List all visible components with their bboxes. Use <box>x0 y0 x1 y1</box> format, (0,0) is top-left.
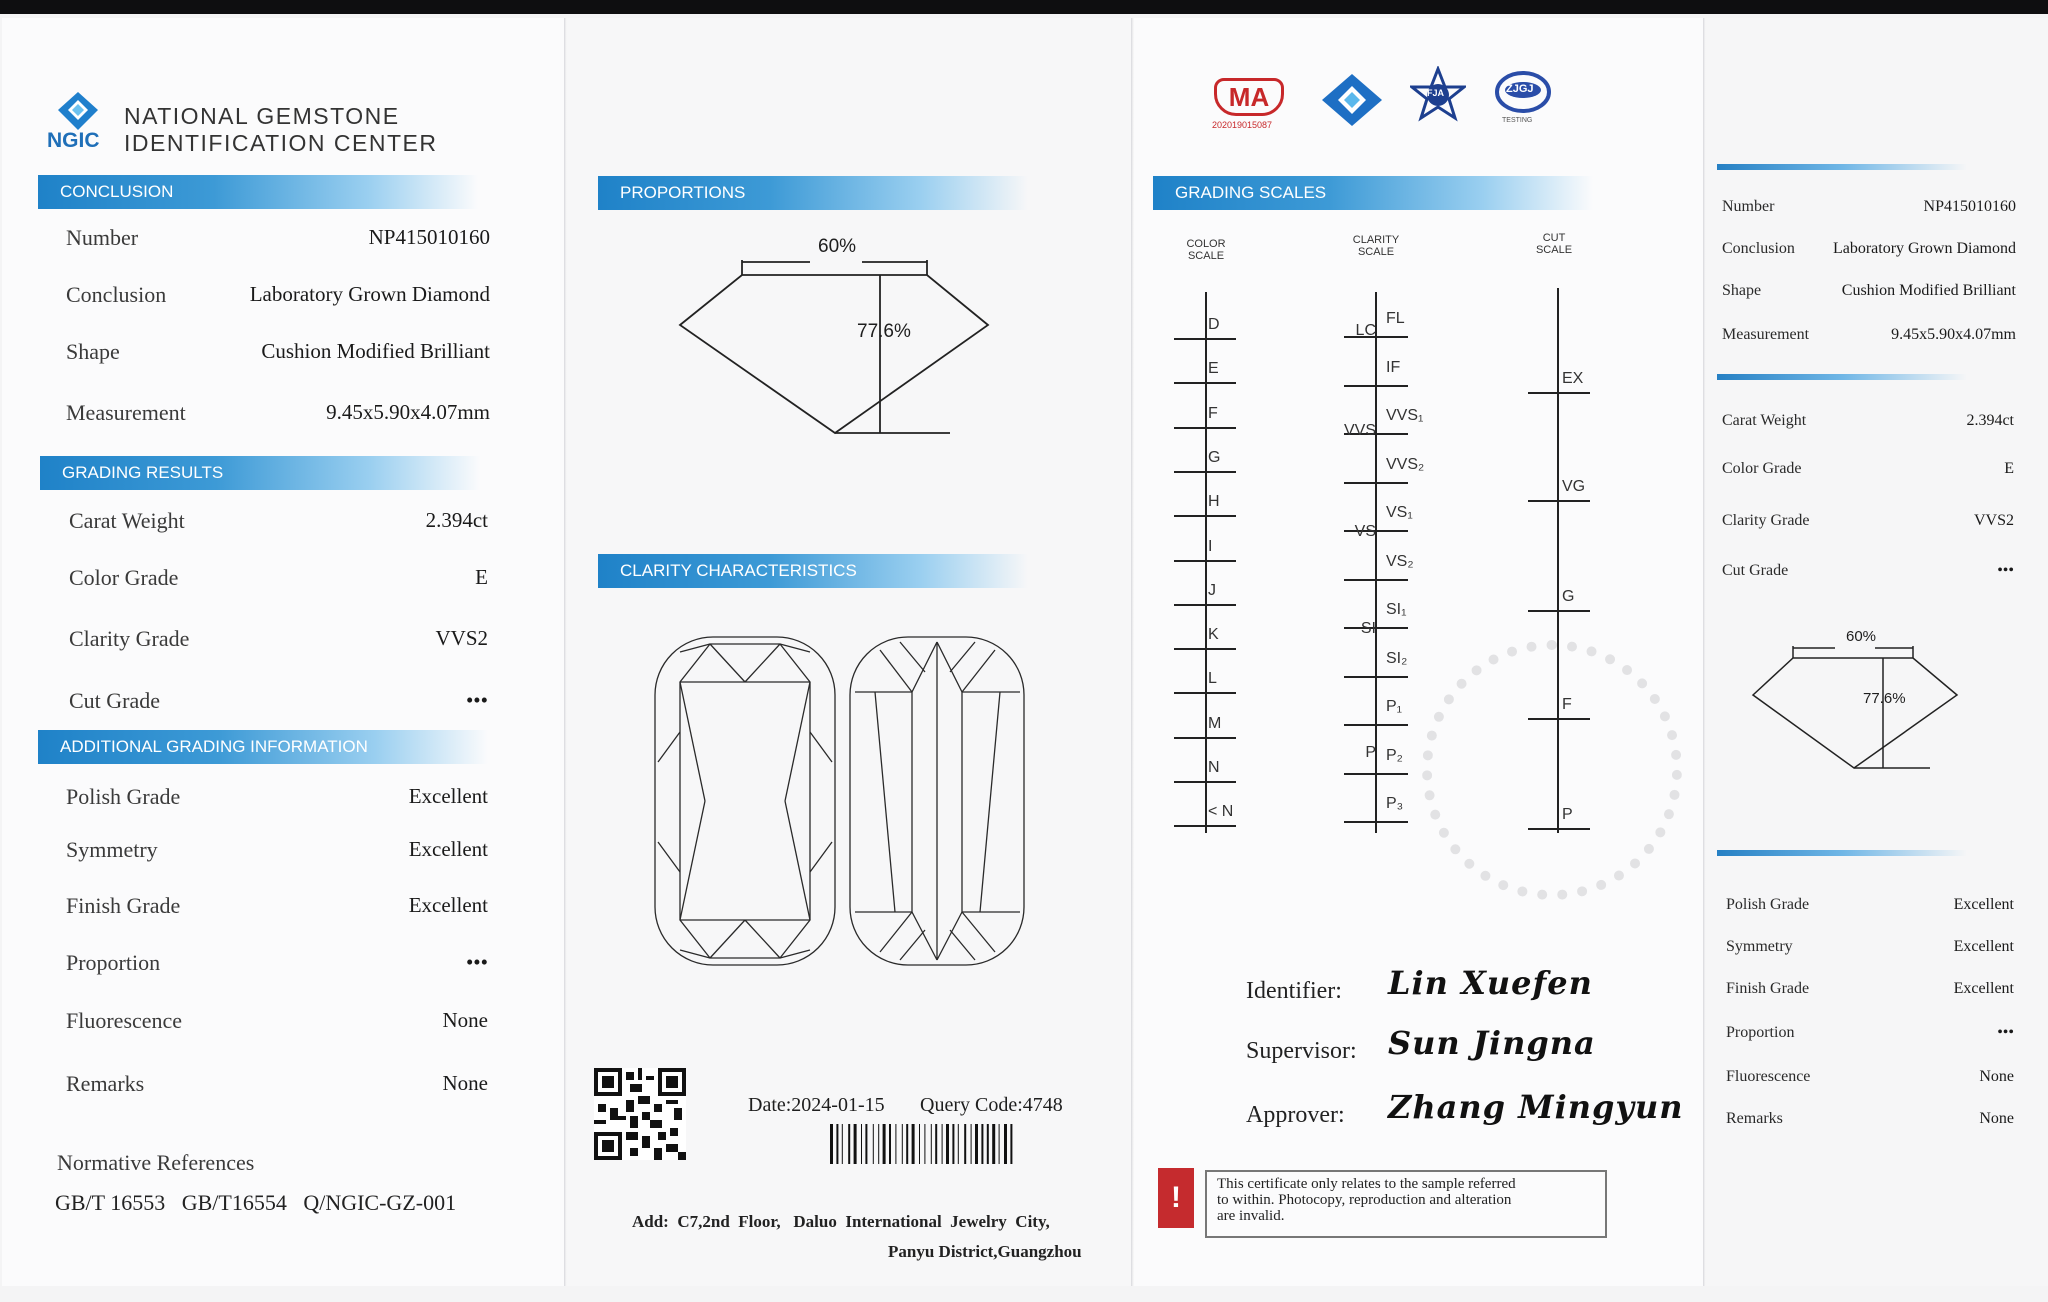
row-label: Shape <box>1722 282 1762 299</box>
color-grade-label: F <box>1208 404 1218 422</box>
zjgj-label: ZJGJ <box>1506 83 1534 95</box>
clarity-grade-label: IF <box>1386 358 1401 376</box>
color-tick <box>1174 338 1236 340</box>
row-value: Laboratory Grown Diamond <box>1832 240 2016 257</box>
summary-proportions-diagram <box>1745 640 1965 775</box>
barcode-bar <box>848 1124 850 1164</box>
barcode-bar <box>987 1124 989 1164</box>
barcode-bar <box>1004 1124 1007 1164</box>
signature-role: Supervisor: <box>1246 1038 1357 1064</box>
barcode-bar <box>878 1124 879 1164</box>
color-tick <box>1174 471 1236 473</box>
row-value: NP415010160 <box>368 225 490 249</box>
clarity-grade-label: SI₁ <box>1386 601 1407 618</box>
clarity-group-label: VVS <box>1343 422 1376 439</box>
cma-number: 202019015087 <box>1212 120 1273 130</box>
clarity-grade-label: FL <box>1386 310 1405 327</box>
disclaimer-box <box>1205 1170 1607 1238</box>
row-value: Laboratory Grown Diamond <box>249 282 490 306</box>
clarity-grade-label: SI₂ <box>1386 649 1408 667</box>
fold-line <box>564 18 567 1286</box>
row-value: None <box>1979 1068 2014 1085</box>
barcode-bar <box>842 1124 843 1164</box>
row-label: Conclusion <box>66 282 167 307</box>
row-value: 2.394ct <box>425 508 488 532</box>
clarity-group-label: VS <box>1354 523 1376 540</box>
row-label: Color Grade <box>69 565 179 590</box>
row-value: ••• <box>465 688 488 712</box>
clarity-group-label: P <box>1365 744 1376 761</box>
signature-name: Sun Jingna <box>1388 1024 1596 1062</box>
barcode-bar <box>883 1124 886 1164</box>
summary-divider <box>1717 164 1967 170</box>
barcode-bar <box>964 1124 966 1164</box>
barcode-bar <box>935 1124 937 1164</box>
color-tick <box>1174 427 1236 429</box>
row-value: E <box>475 565 488 589</box>
additional-info-header: ADDITIONAL GRADING INFORMATION <box>38 730 488 764</box>
disclaimer-line2: to within. Photocopy, reproduction and alteration <box>1217 1192 1512 1208</box>
clarity-tick <box>1344 385 1408 387</box>
signature-role: Approver: <box>1246 1102 1345 1128</box>
proportions-header: PROPORTIONS <box>598 176 1028 210</box>
grading-results-header: GRADING RESULTS <box>40 456 480 490</box>
row-label: Cut Grade <box>1722 562 1789 579</box>
color-grade-label: H <box>1208 493 1220 511</box>
barcode-bar <box>924 1124 925 1164</box>
color-grade-label: N <box>1208 759 1220 776</box>
clarity-group-label: SI <box>1360 620 1376 637</box>
grading-scales-header: GRADING SCALES <box>1153 176 1593 210</box>
clarity-grade-label: VS₁ <box>1386 504 1413 521</box>
row-value: Excellent <box>408 837 488 861</box>
row-value: ••• <box>1997 562 2014 579</box>
color-scale-title: COLOR SCALE <box>1186 238 1226 262</box>
color-tick <box>1174 604 1236 606</box>
color-tick <box>1174 825 1236 827</box>
row-value: Excellent <box>408 784 488 808</box>
testing-label: TESTING <box>1502 117 1533 124</box>
row-value: 2.394ct <box>1966 412 2014 429</box>
row-label: Remarks <box>66 1071 145 1096</box>
barcode-bar <box>854 1124 857 1164</box>
color-tick <box>1174 692 1236 694</box>
barcode-bar <box>992 1124 995 1164</box>
ngic-logo-icon <box>52 90 104 132</box>
color-tick <box>1174 781 1236 783</box>
color-tick <box>1174 560 1236 562</box>
clarity-scale-title: CLARITY SCALE <box>1352 234 1400 258</box>
references-list: GB/T 16553 GB/T16554 Q/NGIC-GZ-001 <box>55 1190 457 1215</box>
row-value: ••• <box>1997 1024 2014 1041</box>
barcode-bar <box>836 1124 838 1164</box>
cut-grade-label: EX <box>1562 370 1584 387</box>
row-value: 9.45x5.90x4.07mm <box>326 400 490 424</box>
cut-tick <box>1528 500 1590 502</box>
barcode-bar <box>981 1124 983 1164</box>
row-label: Number <box>1722 198 1775 215</box>
clarity-grade-label: P₁ <box>1386 698 1403 715</box>
summary-divider <box>1717 850 1967 856</box>
cut-scale-title: CUT SCALE <box>1535 232 1573 256</box>
row-value: Cushion Modified Brilliant <box>1841 282 2016 299</box>
address-line2: Panyu District,Guangzhou <box>888 1242 1082 1261</box>
row-label: Carat Weight <box>69 508 185 533</box>
row-label: Proportion <box>66 950 161 975</box>
row-value: None <box>1979 1110 2014 1127</box>
row-label: Carat Weight <box>1722 412 1807 429</box>
row-label: Finish Grade <box>66 893 181 918</box>
clarity-grade-label: VVS₂ <box>1386 455 1425 473</box>
barcode-bar <box>830 1124 833 1164</box>
row-label: Measurement <box>1722 326 1810 343</box>
color-tick <box>1174 382 1236 384</box>
row-value: VVS2 <box>435 626 488 650</box>
row-label: Symmetry <box>1726 938 1793 955</box>
row-label: Fluorescence <box>1726 1068 1811 1085</box>
barcode-bar <box>906 1124 908 1164</box>
row-label: Clarity Grade <box>69 626 190 651</box>
row-value: ••• <box>465 950 488 974</box>
summary-table-pct: 60% <box>1846 628 1877 645</box>
row-value: NP415010160 <box>1923 198 2016 215</box>
color-grade-label: L <box>1208 670 1217 688</box>
barcode-bar <box>931 1124 932 1164</box>
org-name-line2: IDENTIFICATION CENTER <box>124 130 438 156</box>
color-grade-label: I <box>1208 537 1213 555</box>
row-label: Proportion <box>1726 1024 1795 1041</box>
ngic-mark-icon <box>1318 72 1386 128</box>
row-value: Excellent <box>1953 980 2014 997</box>
signature-name: Zhang Mingyun <box>1388 1088 1684 1126</box>
clarity-characteristics-header: CLARITY CHARACTERISTICS <box>598 554 1028 588</box>
proportion-table-pct: 60% <box>818 236 857 257</box>
conclusion-header: CONCLUSION <box>38 175 478 209</box>
row-label: Polish Grade <box>1726 896 1810 913</box>
qr-code[interactable] <box>594 1068 686 1160</box>
cut-grade-label: P <box>1562 806 1573 823</box>
color-grade-label: J <box>1208 581 1216 599</box>
color-tick <box>1174 515 1236 517</box>
barcode-bar <box>942 1124 943 1164</box>
cut-grade-label: F <box>1562 696 1572 713</box>
row-value: VVS2 <box>1973 512 2014 529</box>
proportions-diagram <box>670 240 1000 440</box>
row-value: Excellent <box>1953 896 2014 913</box>
row-value: Excellent <box>408 893 488 917</box>
clarity-grade-label: P₃ <box>1386 795 1404 812</box>
clarity-tick <box>1344 579 1408 581</box>
summary-divider <box>1717 374 1967 380</box>
clarity-group-label: LC <box>1355 322 1376 339</box>
row-label: Measurement <box>66 400 186 425</box>
color-grade-label: D <box>1208 316 1220 333</box>
color-tick <box>1174 648 1236 650</box>
barcode-bar <box>971 1124 972 1164</box>
barcode <box>830 1124 1068 1166</box>
row-label: Finish Grade <box>1726 980 1810 997</box>
barcode-bar <box>1010 1124 1012 1164</box>
clarity-tick <box>1344 773 1408 775</box>
color-grade-label: M <box>1208 714 1222 732</box>
row-value: None <box>442 1071 488 1095</box>
org-name-line1: NATIONAL GEMSTONE <box>124 103 400 129</box>
barcode-bar <box>861 1124 862 1164</box>
row-label: Symmetry <box>66 837 158 862</box>
clarity-grade-label: VVS₁ <box>1386 407 1424 424</box>
barcode-bar <box>902 1124 903 1164</box>
references-title: Normative References <box>57 1150 255 1175</box>
row-value: E <box>2004 460 2014 477</box>
row-value: None <box>442 1008 488 1032</box>
disclaimer-line3: are invalid. <box>1217 1208 1285 1224</box>
color-grade-label: < N <box>1208 803 1234 821</box>
signature-role: Identifier: <box>1246 978 1342 1004</box>
row-value: Excellent <box>1953 938 2014 955</box>
fold-line <box>1131 18 1134 1286</box>
proportion-depth-pct: 77.6% <box>857 321 911 342</box>
row-value: Cushion Modified Brilliant <box>261 339 490 363</box>
barcode-bar <box>946 1124 949 1164</box>
row-label: Conclusion <box>1722 240 1795 257</box>
address-line1: Add: C7,2nd Floor, Daluo International Jewelry City, <box>632 1212 1050 1231</box>
clarity-tick <box>1344 821 1408 823</box>
cut-tick <box>1528 392 1590 394</box>
barcode-bar <box>865 1124 867 1164</box>
barcode-bar <box>873 1124 874 1164</box>
row-value: 9.45x5.90x4.07mm <box>1891 326 2016 343</box>
clarity-tick <box>1344 724 1408 726</box>
summary-depth-pct: 77.6% <box>1863 690 1906 707</box>
clarity-tick <box>1344 676 1408 678</box>
signature-name: Lin Xuefen <box>1388 964 1593 1002</box>
row-label: Number <box>66 225 139 250</box>
row-label: Cut Grade <box>69 688 161 713</box>
cut-tick <box>1528 610 1590 612</box>
seal-stamp <box>1422 640 1682 900</box>
color-grade-label: E <box>1208 360 1219 378</box>
clarity-plot-diagram <box>650 632 1030 972</box>
color-grade-label: G <box>1208 448 1221 466</box>
cma-logo-icon: MA <box>1214 78 1284 116</box>
row-label: Fluorescence <box>66 1008 183 1033</box>
color-tick <box>1174 737 1236 739</box>
clarity-grade-label: P₂ <box>1386 746 1403 764</box>
cut-grade-label: G <box>1562 588 1575 605</box>
row-label: Shape <box>66 339 120 364</box>
ngic-abbr: NGIC <box>47 129 100 152</box>
row-label: Color Grade <box>1722 460 1802 477</box>
clarity-tick <box>1344 482 1408 484</box>
barcode-bar <box>895 1124 896 1164</box>
cut-grade-label: VG <box>1562 478 1586 495</box>
barcode-bar <box>958 1124 959 1164</box>
barcode-bar <box>912 1124 915 1164</box>
fja-label: FJA <box>1427 88 1445 98</box>
query-code: Query Code:4748 <box>920 1094 1063 1116</box>
barcode-bar <box>952 1124 954 1164</box>
row-label: Remarks <box>1726 1110 1783 1127</box>
disclaimer-line1: This certificate only relates to the sample referred <box>1217 1176 1516 1192</box>
row-label: Clarity Grade <box>1722 512 1810 529</box>
barcode-bar <box>889 1124 891 1164</box>
barcode-bar <box>999 1124 1000 1164</box>
color-grade-label: K <box>1208 626 1219 644</box>
barcode-bar <box>919 1124 920 1164</box>
clarity-grade-label: VS₂ <box>1386 552 1414 570</box>
row-label: Polish Grade <box>66 784 181 809</box>
barcode-bar <box>975 1124 978 1164</box>
issue-date: Date:2024-01-15 <box>748 1094 885 1116</box>
warning-icon: ! <box>1158 1168 1194 1228</box>
